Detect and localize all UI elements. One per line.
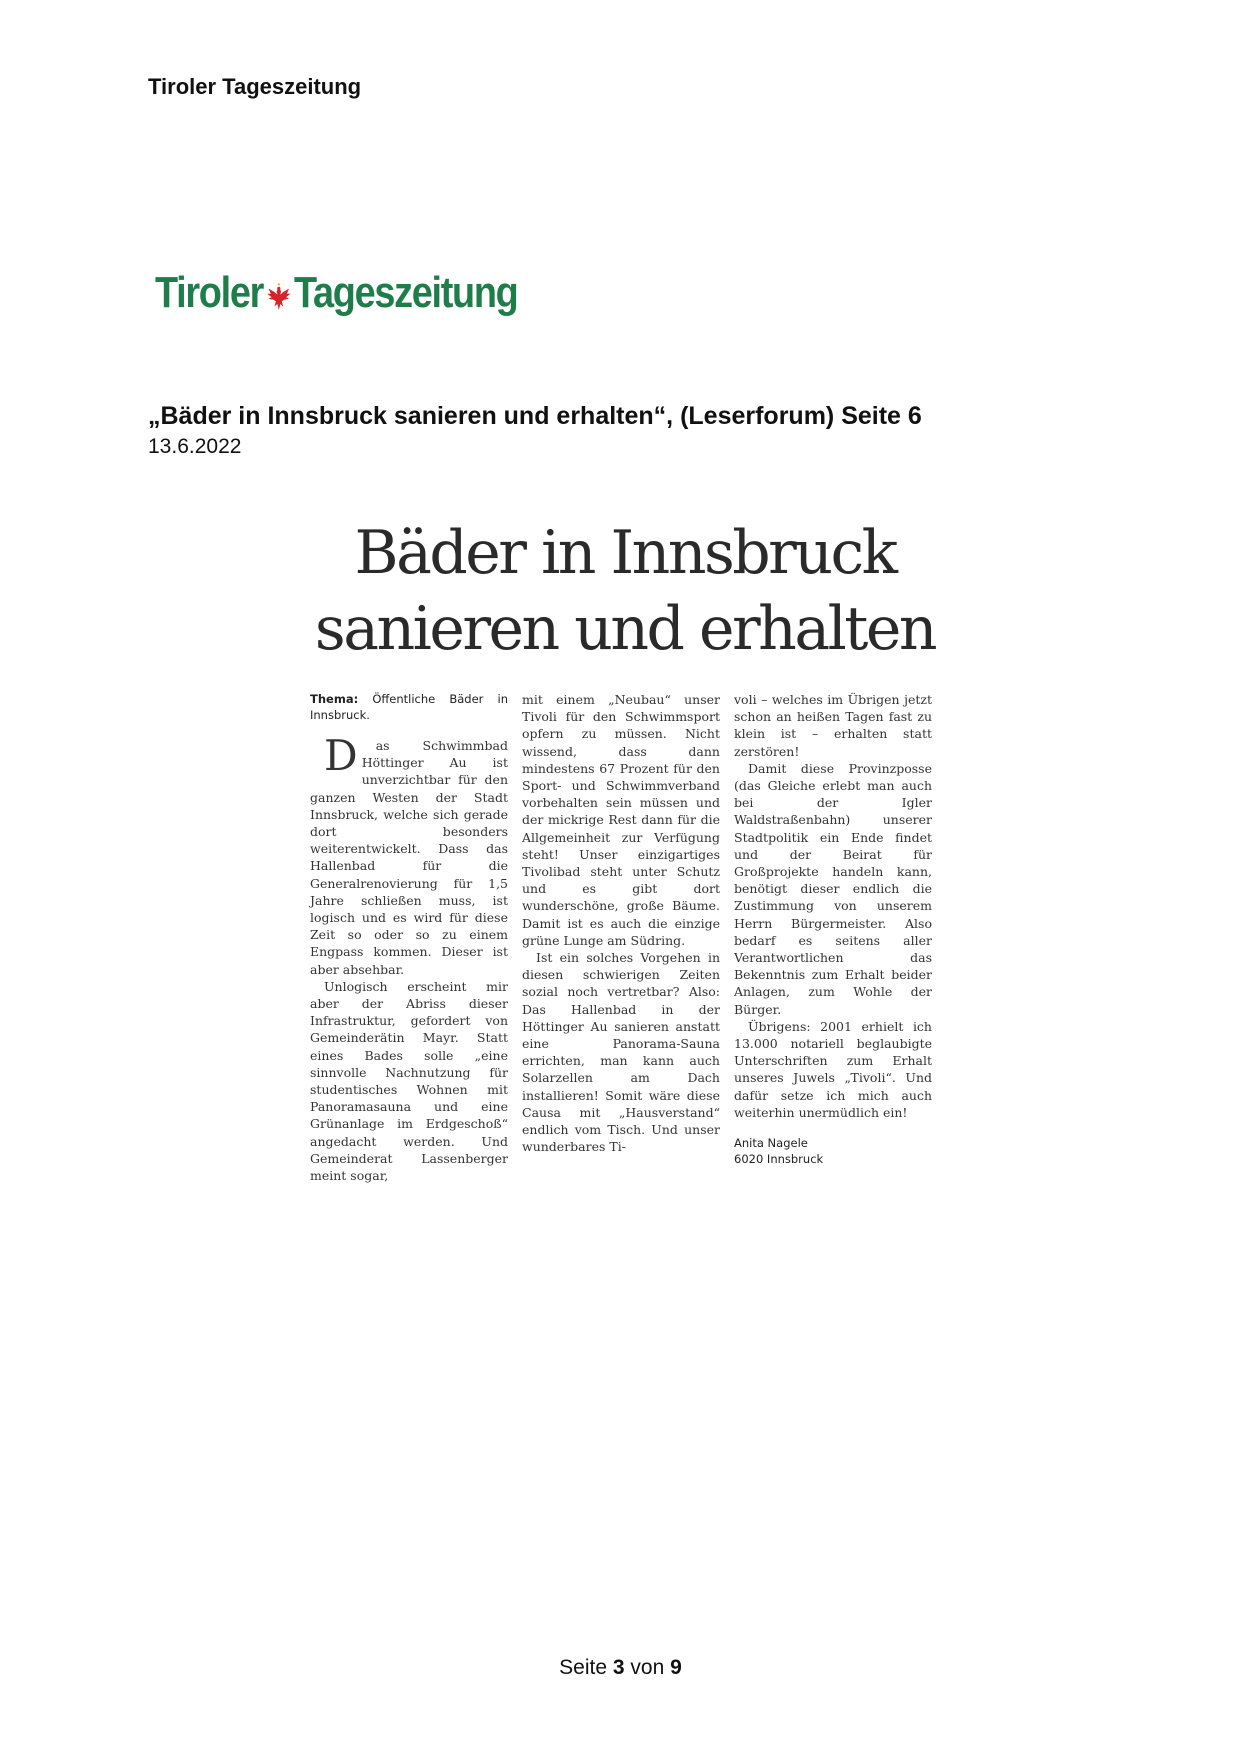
paragraph: Unlogisch erscheint mir aber der Abriss dieser Infrastruktur, gefordert von Gemeinderätin Mayr. Statt eines Bades solle „eine sinnvolle Nachnutzung für studentisches Wohnen mit Panoramasauna und eine Grünanlage im Erdgeschoß“ angedacht werden. Und Gemeinderat Lassenberger meint sogar, bbox=[310, 978, 508, 1184]
footer-prefix: Seite bbox=[559, 1656, 608, 1679]
column-3 bbox=[734, 691, 932, 1167]
paragraph-text: as Schwimmbad Höttinger Au ist unverzichtbar für den ganzen Westen der Stadt Innsbruck, welche sich gerade dort besonders weiterentwickelt. Dass das Hallenbad für die Generalrenovierung für 1,5 Jahre schließen muss, ist logisch und es wird für diese Zeit so oder so zu einem Engpass kommen. Dieser ist aber absehbar. bbox=[310, 738, 508, 977]
author-signature bbox=[734, 1135, 932, 1167]
total-pages: 9 bbox=[670, 1656, 682, 1679]
logo-word-tageszeitung: Tageszeitung bbox=[293, 268, 518, 317]
article-columns bbox=[300, 691, 950, 1184]
logo-word-tiroler: Tiroler bbox=[155, 268, 264, 317]
thema-line bbox=[310, 691, 508, 723]
paragraph bbox=[310, 731, 508, 978]
column-1 bbox=[310, 691, 508, 1184]
page-number-footer bbox=[0, 1656, 1241, 1680]
paragraph: voli – welches im Übrigen jetzt schon an heißen Tagen fast zu klein ist – erhalten statt zerstören! bbox=[734, 692, 932, 759]
paragraph: Ist ein solches Vorgehen in diesen schwierigen Zeiten sozial noch vertretbar? Also: Das Hallenbad in der Höttinger Au sanieren anstatt eine Panorama-Sauna errichten, man kann auch Solarzellen am Dach installieren! Somit wäre diese Causa mit „Hausverstand“ endlich vom Tisch. Und unser wunderbares Ti- bbox=[522, 950, 720, 1155]
tyrolean-eagle-icon bbox=[264, 276, 293, 310]
column-2 bbox=[522, 691, 720, 1155]
headline-line-2: sanieren und erhalten bbox=[314, 594, 936, 664]
headline-line-1: Bäder in Innsbruck bbox=[354, 518, 896, 588]
paragraph: Übrigens: 2001 erhielt ich 13.000 notariell beglaubigte Unterschriften zum Erhalt unseres Juwels „Tivoli“. Und dafür setze ich mich auch weiterhin unermüdlich ein! bbox=[734, 1018, 932, 1120]
author-name: Anita Nagele bbox=[734, 1136, 808, 1151]
newspaper-logo bbox=[155, 263, 518, 323]
author-place: 6020 Innsbruck bbox=[734, 1152, 824, 1167]
clipping-headline bbox=[300, 515, 950, 667]
drop-cap: D bbox=[324, 731, 358, 780]
publication-header: Tiroler Tageszeitung bbox=[148, 74, 362, 99]
article-date: 13.6.2022 bbox=[148, 435, 242, 458]
paragraph: Damit diese Provinzposse (das Gleiche erlebt man auch bei der Igler Waldstraßenbahn) unserer Stadtpolitik ein Ende findet und der Beirat für Großprojekte handeln kann, benötigt dieser endlich die Zustimmung von unserem Herrn Bürgermeister. Also bedarf es seitens aller Verantwortlichen das Bekenntnis zum Erhalt beider Anlagen, zum Wohle der Bürger. bbox=[734, 760, 932, 1017]
current-page: 3 bbox=[612, 1656, 625, 1679]
newspaper-clipping bbox=[300, 515, 950, 1184]
footer-middle: von bbox=[630, 1656, 665, 1679]
thema-text: Öffentliche Bäder in Innsbruck. bbox=[310, 692, 508, 722]
paragraph: mit einem „Neubau“ unser Tivoli für den Schwimmsport opfern zu müssen. Nicht wissend, dass dann mindestens 67 Prozent für den Sport- und Schwimmverband vorbehalten sein müssen und der mickrige Rest dann für die Allgemeinheit zur Verfügung steht! Unser einzigartiges Tivolibad steht unter Schutz und es gibt dort wunderschöne, große Bäume. Damit ist es auch die einzige grüne Lunge am Südring. bbox=[522, 692, 720, 948]
thema-label: Thema: bbox=[310, 692, 359, 706]
article-title: „Bäder in Innsbruck sanieren und erhalten“, (Leserforum) Seite 6 bbox=[148, 402, 922, 430]
